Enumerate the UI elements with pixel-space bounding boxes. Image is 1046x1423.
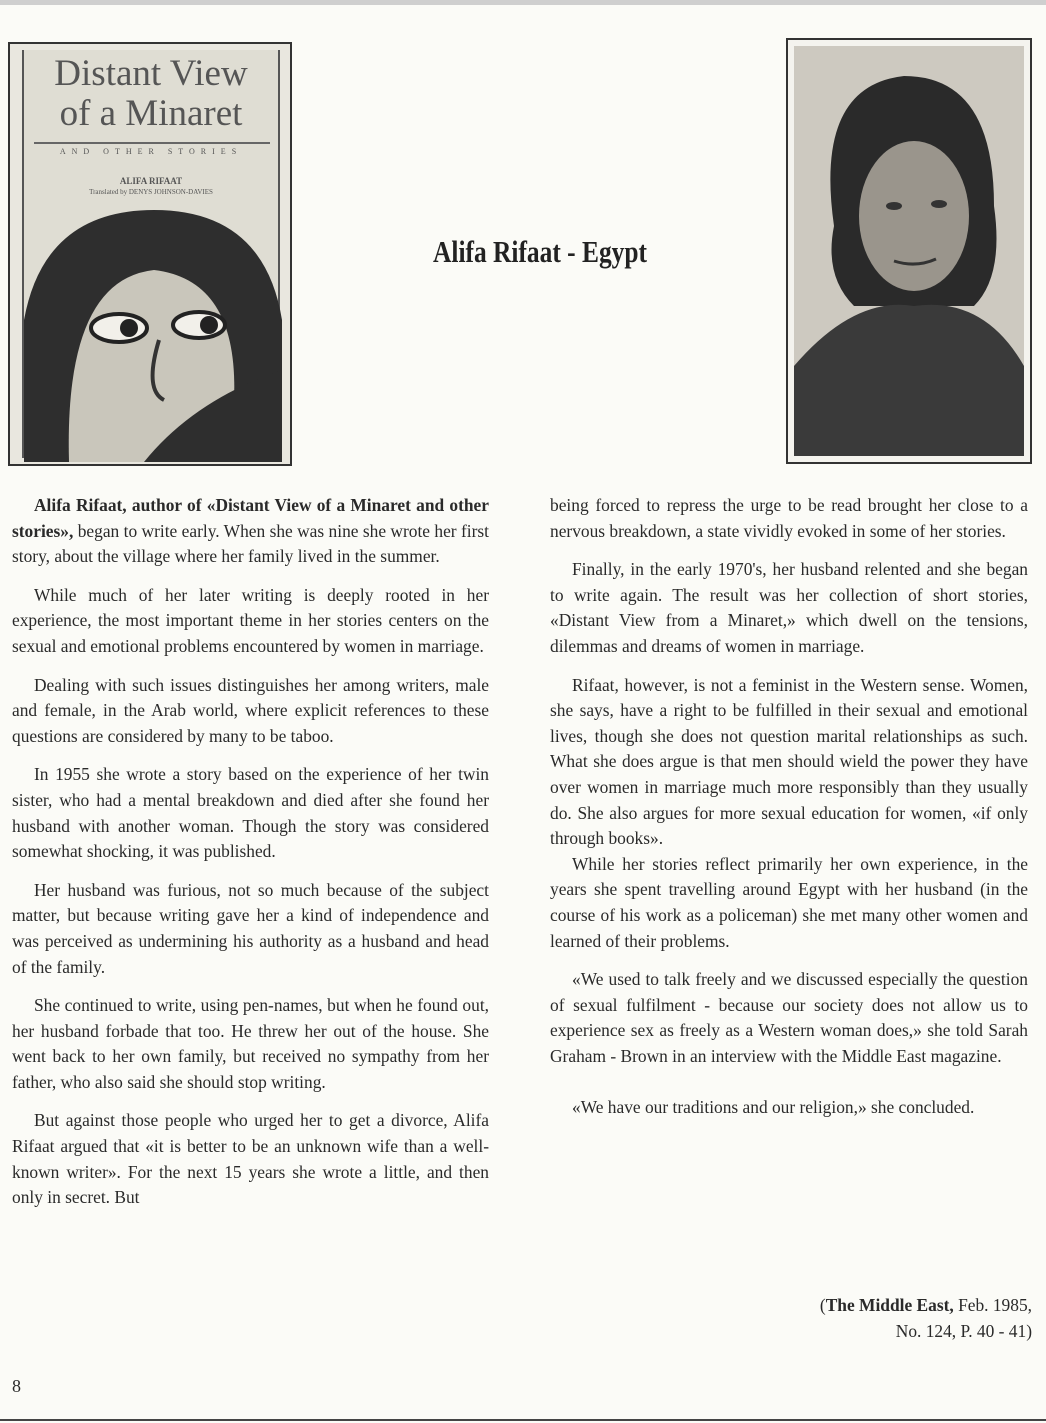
paragraph: «We have our traditions and our religion,» she concluded. [572,1097,975,1118]
citation [820,1293,1032,1344]
cover-author: ALIFA RIFAAT [119,176,183,186]
intro-bold: Alifa Rifaat, author of «Distant View of a Minaret and other stories», [12,495,489,541]
left-column [12,493,489,1224]
paragraph: Finally, in the early 1970's, her husband relented and she began to write again. The result was her collection of short stories, «Distant View from a Minaret,» which dwell on the tensions, dilemmas and dreams of women in marriage. [550,559,1028,656]
cover-title-line2: of a Minaret [59,93,243,134]
citation-date: Feb. 1985, [953,1295,1032,1315]
paragraph: But against those people who urged her to get a divorce, Alifa Rifaat argued that «it is better to be an unknown wife than a well-known writer». For the next 15 years she wrote a little, and then only in secret. But [12,1110,489,1208]
paragraph: «We used to talk freely and we discussed especially the question of sexual fulfilment - because our society does not allow us to experience sex as freely as a Western woman does,» she told Sarah Graham - Brown in an interview with the Middle East magazine. [550,969,1028,1066]
paragraph: Rifaat, however, is not a feminist in the Western sense. Women, she says, have a right to be fulfilled in their sexual and emotional lives, though she does not question marital relationships as such. What she does argue is that men should wield the power they have over women in marriage much more responsibly than they usually do. She also argues for more sexual education for women, «if only through books». [550,674,1028,849]
cover-translator: Translated by DENYS JOHNSON-DAVIES [89,188,213,196]
paragraph: She continued to write, using pen-names, but when he found out, her husband forbade that too. He threw her out of the house. She went back to her own family, but received no sympathy from her father, who also said she should stop writing. [12,995,489,1092]
bottom-border [0,1419,1046,1421]
author-photo [786,38,1032,464]
cover-title-line1: Distant View [54,53,248,94]
cover-rule [34,142,270,144]
paragraph: While much of her later writing is deeply rooted in her experience, the most important theme in her stories centers on the sexual and emotional problems encountered by women in marriage. [12,584,489,656]
paragraph: Dealing with such issues distinguishes her among writers, male and female, in the Arab world, where explicit references to these questions are considered by many to be taboo. [12,674,489,746]
paragraph: being forced to repress the urge to be read brought her close to a nervous breakdown, a state vividly evoked in some of her stories. [550,495,1028,541]
citation-open: ( [819,1295,826,1315]
page-number: 8 [12,1376,21,1396]
cover-title [24,54,278,134]
veiled-face-illustration [24,200,282,462]
intro-rest: began to write early. When she was nine she wrote her first story, about the village where her family lived in the summer. [12,520,489,567]
citation-source: The Middle East, [825,1295,954,1315]
page-title: Alifa Rifaat - Egypt [433,234,647,269]
top-border [0,0,1046,5]
citation-issue: No. 124, P. 40 - 41) [895,1320,1032,1341]
book-cover-image [8,42,292,466]
paragraph: Her husband was furious, not so much because of the subject matter, but because writing gave her a kind of independence and was perceived as undermining his authority as a husband and head of the family. [12,879,489,977]
paragraph [12,493,489,570]
right-column [550,493,1028,1134]
paragraph: In 1955 she wrote a story based on the experience of her twin sister, who had a mental breakdown and died after she found her husband with another woman. Though the story was considered somewhat shocking, it was published. [12,764,489,862]
portrait-illustration [794,46,1024,456]
paragraph: While her stories reflect primarily her own experience, in the years she spent travelling around Egypt with her husband (in the course of his work as a policeman) she met many other women and learned of their problems. [550,853,1028,951]
cover-subtitle: AND OTHER STORIES [59,147,243,156]
